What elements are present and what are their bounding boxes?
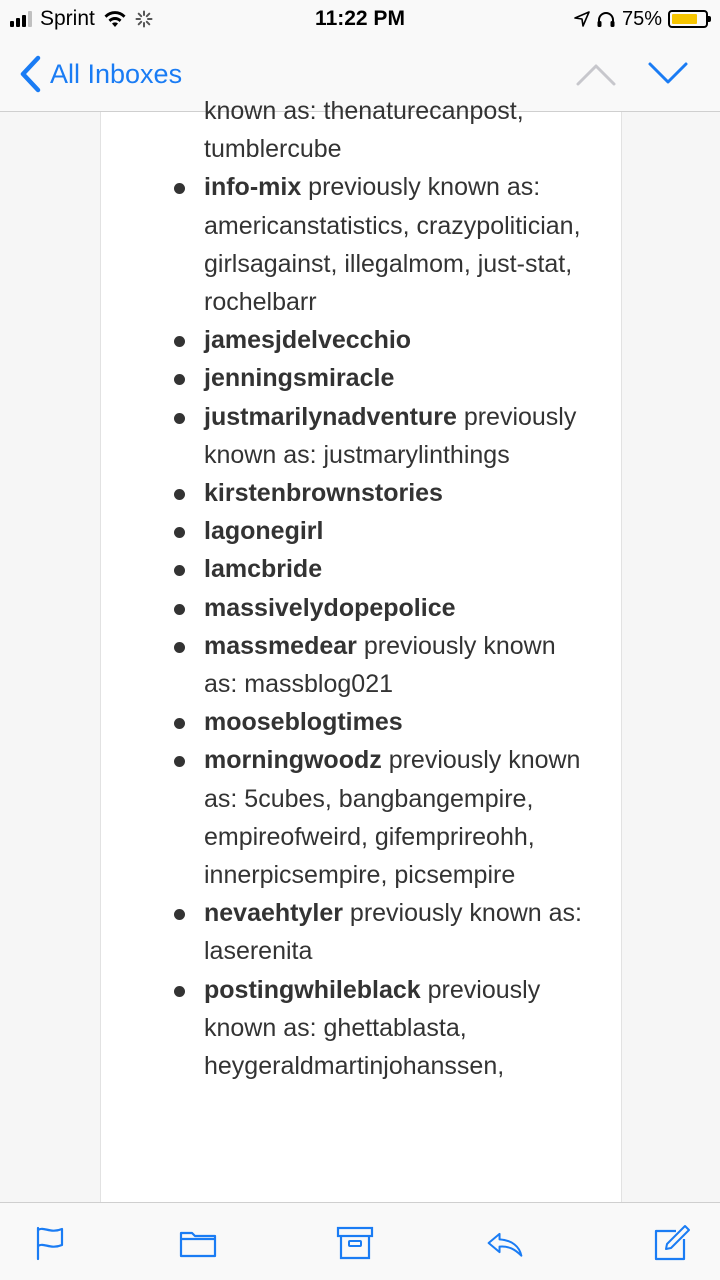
bullet-icon [174, 718, 185, 729]
back-button-label: All Inboxes [50, 58, 183, 89]
blog-name: kirstenbrownstories [204, 479, 443, 508]
back-button[interactable] [18, 52, 182, 96]
status-right [574, 6, 708, 32]
list-item [204, 589, 621, 627]
list-item [204, 398, 621, 474]
blog-name: massivelydopepolice [204, 593, 456, 622]
archive-icon[interactable] [335, 1223, 375, 1263]
list-item [204, 168, 621, 321]
blog-name: lamcbride [204, 555, 323, 584]
bullet-icon [174, 527, 185, 538]
location-icon [574, 11, 590, 27]
bullet-icon [174, 413, 185, 424]
list-item-continued [204, 92, 621, 168]
blog-name: massmedear [204, 631, 357, 660]
blog-name: postingwhileblack [204, 975, 421, 1004]
flag-icon[interactable] [30, 1223, 70, 1263]
blog-name: justmarilynadventure [204, 402, 457, 431]
battery-icon [668, 10, 708, 28]
blog-name: info-mix [204, 173, 302, 202]
list-item [204, 474, 621, 512]
list-item [204, 321, 621, 359]
battery-percent: 75% [621, 7, 662, 30]
blog-list [101, 92, 621, 1085]
list-item [204, 971, 621, 1086]
list-item [204, 741, 621, 894]
bottom-toolbar [0, 1202, 720, 1280]
email-content[interactable] [0, 97, 720, 1202]
bullet-icon [174, 909, 185, 920]
list-item [204, 550, 621, 588]
previous-names: previously known as: justmarylinthings [204, 402, 577, 469]
list-item [204, 894, 621, 970]
bullet-icon [174, 565, 185, 576]
bullet-icon [174, 489, 185, 500]
bullet-icon [174, 604, 185, 615]
carrier-name: Sprint [40, 7, 95, 30]
list-item [204, 512, 621, 550]
blog-name: jenningsmiracle [204, 364, 395, 393]
reply-icon[interactable] [485, 1223, 525, 1263]
list-item [204, 627, 621, 703]
blog-name: morningwoodz [204, 746, 382, 775]
previous-names: previously known as: laserenita [204, 899, 582, 966]
previous-names: previously known as: americanstatistics, crazypolitician, girlsagainst, illegalmom, just-stat, rochelbarr [204, 173, 581, 317]
list-item-text: known as: thenaturecanpost, tumblercube [204, 97, 524, 164]
chevron-up-icon[interactable] [574, 56, 618, 92]
bullet-icon [174, 183, 185, 194]
previous-names: previously known as: massblog021 [204, 631, 556, 699]
status-time: 11:22 PM [315, 7, 405, 30]
list-item [204, 359, 621, 397]
blog-name: jamesjdelvecchio [204, 326, 412, 355]
email-body [100, 97, 622, 1202]
bullet-icon [174, 986, 185, 997]
folder-icon[interactable] [178, 1223, 218, 1263]
list-item [204, 703, 621, 741]
compose-icon[interactable] [652, 1223, 692, 1263]
bullet-icon [174, 336, 185, 347]
bullet-icon [174, 642, 185, 653]
headphones-icon [596, 10, 616, 28]
previous-names: previously known as: ghettablasta, heygeraldmartinjohanssen, [204, 975, 541, 1081]
bullet-icon [174, 374, 185, 385]
blog-name: mooseblogtimes [204, 708, 403, 737]
status-bar [0, 0, 720, 38]
bullet-icon [174, 756, 185, 767]
blog-name: lagonegirl [204, 517, 324, 546]
blog-name: nevaehtyler [204, 899, 343, 928]
previous-names: previously known as: 5cubes, bangbangempire, empireofweird, gifemprireohh, innerpicsempire, picsempire [204, 746, 581, 890]
chevron-down-icon[interactable] [646, 56, 690, 92]
chevron-left-icon [18, 55, 42, 93]
